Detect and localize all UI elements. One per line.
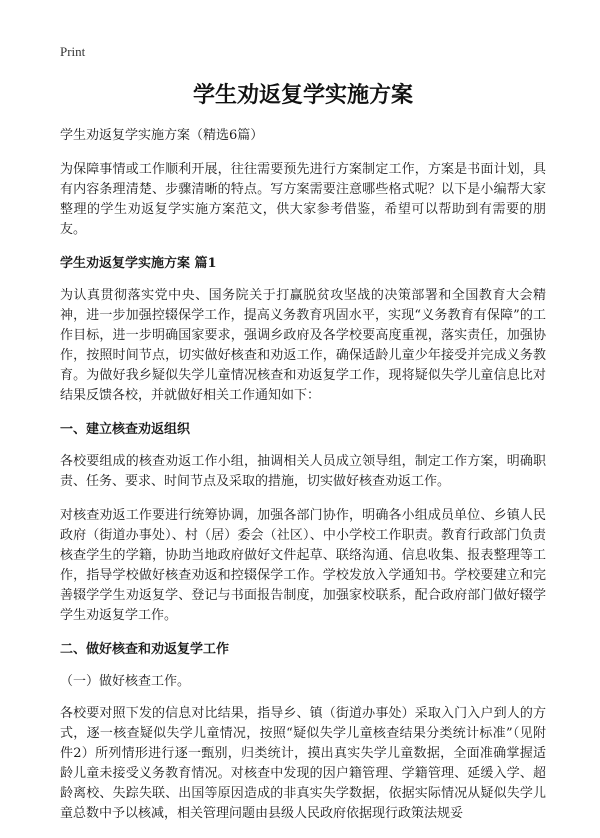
section-1-paragraph-1: 各校要组成的核查劝返工作小组，抽调相关人员成立领导组，制定工作方案，明确职责、任务、要求、时间节点及采取的措施，切实做好核查劝返工作。 — [60, 454, 546, 489]
section-1-paragraph-2: 对核查劝返工作要进行统筹协调，加强各部门协作，明确各小组成员单位、乡镇人民政府（街道办事处）、村（居）委会（社区）、中小学校工作职责。教育行政部门负责核查学生的学籍，协助当地政府做好文件起草、联络沟通、信息收集、报表整理等工作，指导学校做好核查劝返和控辍保学工作。学校发放入学通知书。学校要建立和完善辍学学生劝返复学、登记与书面报告制度，加强家校联系，配合政府部门做好辍学学生劝返复学工作。 — [60, 508, 546, 623]
intro-paragraph: 为保障事情或工作顺利开展，往往需要预先进行方案制定工作，方案是书面计划，具有内容条理清楚、步骤清晰的特点。写方案需要注意哪些格式呢？以下是小编帮大家整理的学生劝返复学实施方案范文，供大家参考借鉴，希望可以帮助到有需要的朋友。 — [60, 162, 546, 237]
section-2-paragraph-1: 各校要对照下发的信息对比结果，指导乡、镇（街道办事处）采取入门入户到人的方式，逐一核查疑似失学儿童情况，按照“疑似失学儿童核查结果分类统计标准”（见附件2）所列情形进行逐一甄别，归类统计，摸出真实失学儿童数据，全面准确掌握适龄儿童未接受义务教育情况。对核查中发现的因户籍管理、学籍管理、延缓入学、超龄离校、失踪失联、出国等原因造成的非真实失学数据，依据实际情况从疑似失学儿童总数中予以核减，相关管理问题由县级人民政府依据现行政策法规妥 — [60, 706, 546, 821]
page-title: 学生劝返复学实施方案 — [192, 82, 413, 108]
section-heading-2: 二、做好核查和劝返复学工作 — [60, 642, 230, 657]
document-body — [60, 80, 546, 838]
article-paragraph: 为认真贯彻落实党中央、国务院关于打赢脱贫攻坚战的决策部署和全国教育大会精神，进一步加强控辍保学工作，提高义务教育巩固水平，实现“义务教育有保障”的工作目标，进一步明确国家要求，强调乡政府及各学校要高度重视，落实责任，加强协作，按照时间节点，切实做好核查和劝返工作，确保适龄儿童少年接受并完成义务教育。为做好我乡疑似失学儿童情况核查和劝返复学工作，现将疑似失学儿童信息比对结果反馈各校，并就做好相关工作通知如下： — [60, 288, 546, 403]
article-heading: 学生劝返复学实施方案 篇1 — [60, 256, 217, 271]
section-2-subheading: （一）做好核查工作。 — [60, 674, 191, 689]
print-link[interactable]: Print — [60, 44, 86, 59]
document-subtitle: 学生劝返复学实施方案（精选6篇） — [60, 128, 264, 143]
section-heading-1: 一、建立核查劝返组织 — [60, 422, 191, 437]
